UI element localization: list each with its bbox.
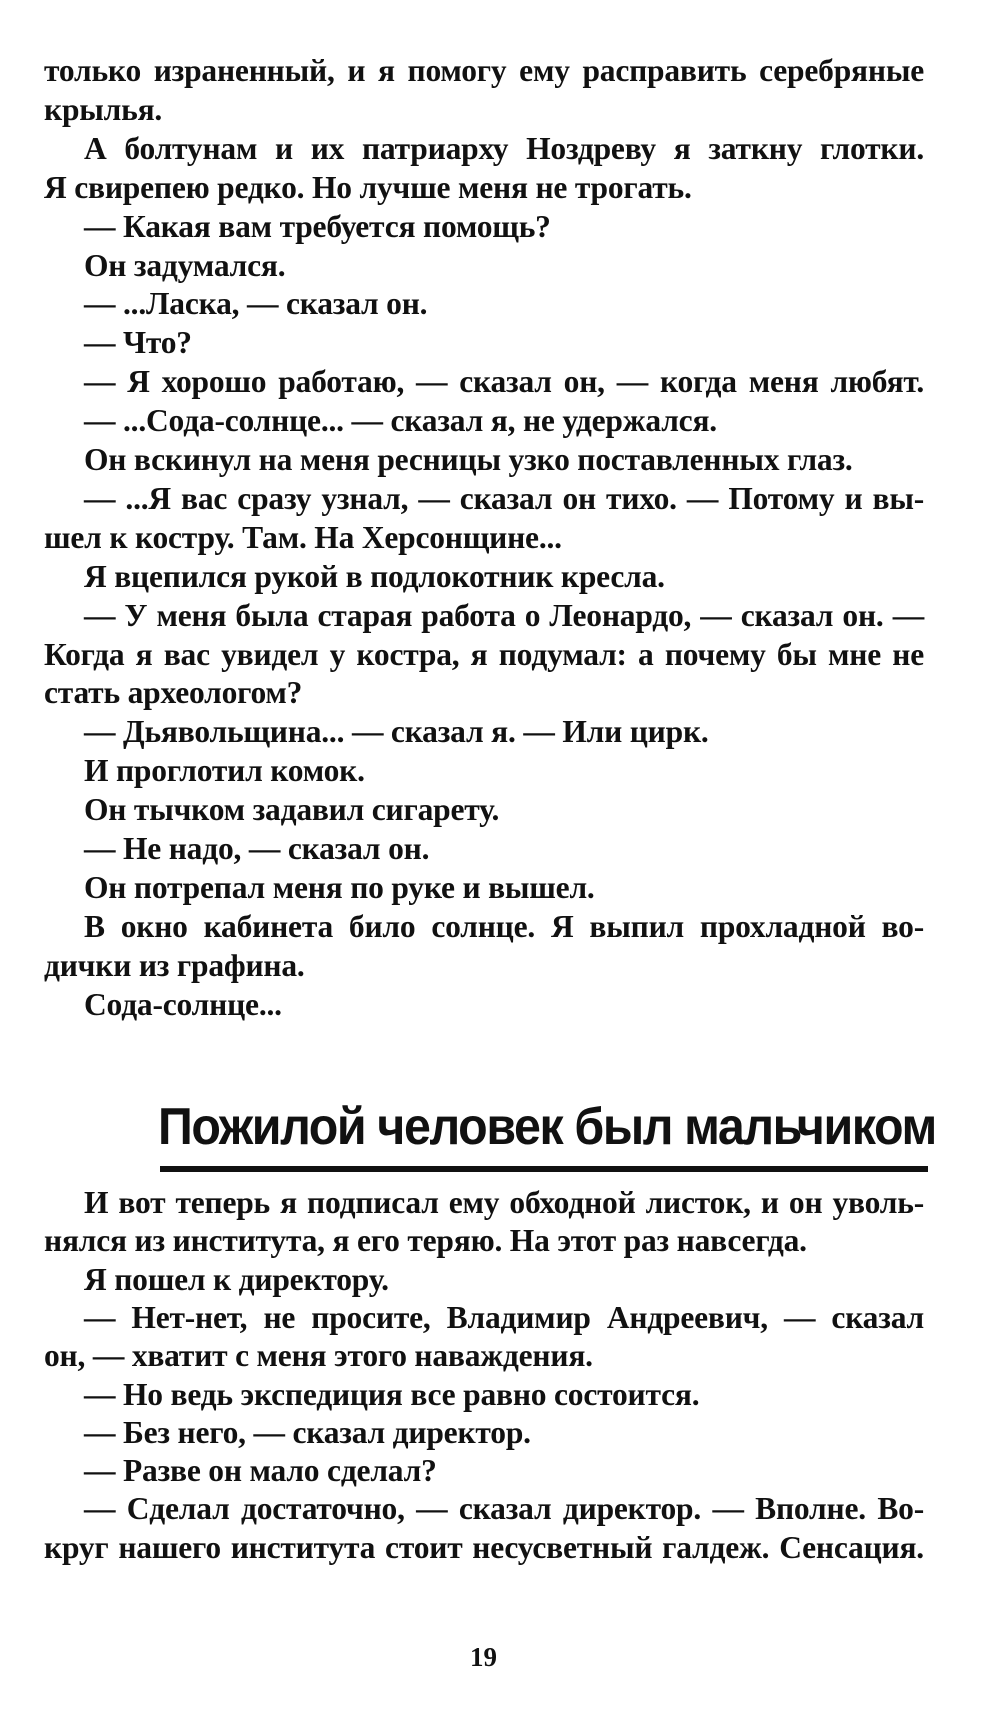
text-line: Я свирепею редко. Но лучше меня не трогать. bbox=[44, 169, 692, 205]
text-line: Он потрепал меня по руке и вышел. bbox=[84, 869, 595, 905]
text-line: В окно кабинета било солнце. Я выпил прохладной во- bbox=[84, 908, 924, 944]
text-line: Сода-солнце... bbox=[84, 986, 282, 1022]
text-line: Я вцепился рукой в подлокотник кресла. bbox=[84, 558, 665, 594]
text-line: Он вскинул на меня ресницы узко поставленных глаз. bbox=[84, 442, 853, 477]
text-line: — ...Я вас сразу узнал, — сказал он тихо. — Потому и вы- bbox=[84, 480, 924, 516]
text-line: — Сделал достаточно, — сказал директор. — Вполне. Во- bbox=[84, 1491, 924, 1527]
text-line: он, — хватит с меня этого наваждения. bbox=[44, 1338, 593, 1374]
text-line: шел к костру. Там. На Херсонщине... bbox=[44, 519, 562, 555]
text-line: — Не надо, — сказал он. bbox=[84, 831, 430, 866]
text-line: — Какая вам требуется помощь? bbox=[84, 208, 551, 244]
text-line: дички из графина. bbox=[44, 947, 305, 983]
chapter-heading bbox=[158, 1092, 936, 1172]
text-line: Он задумался. bbox=[84, 247, 286, 283]
text-line: — Дьявольщина... — сказал я. — Или цирк. bbox=[84, 714, 709, 750]
body-text-bottom bbox=[44, 1184, 924, 1614]
text-line: круг нашего института стоит несусветный галдеж. Сенсация. bbox=[44, 1529, 924, 1565]
text-line: — Что? bbox=[84, 325, 192, 361]
text-line: — Без него, — сказал директор. bbox=[84, 1414, 531, 1450]
text-line: Когда я вас увидел у костра, я подумал: а почему бы мне не bbox=[44, 636, 924, 672]
text-line: — Но ведь экспедиция все равно состоится. bbox=[84, 1376, 700, 1412]
text-line: А болтунам и их патриарху Ноздреву я заткну глотки. bbox=[84, 130, 924, 166]
text-line: Он тычком задавил сигарету. bbox=[84, 792, 500, 828]
text-line: — У меня была старая работа о Леонардо, — сказал он. — bbox=[84, 597, 924, 633]
text-line: стать археологом? bbox=[44, 675, 303, 711]
text-line: — Нет-нет, не просите, Владимир Андреевич, — сказал bbox=[84, 1299, 924, 1335]
text-line: крылья. bbox=[44, 91, 163, 127]
text-line: нялся из института, я его теряю. На этот раз навсегда. bbox=[44, 1223, 807, 1259]
text-line: И проглотил комок. bbox=[84, 753, 365, 789]
page-number: 19 bbox=[470, 1642, 497, 1672]
body-text-top bbox=[44, 52, 924, 1072]
text-line: — ...Ласка, — сказал он. bbox=[84, 286, 428, 322]
text-line: — Разве он мало сделал? bbox=[84, 1453, 437, 1489]
text-line: — Я хорошо работаю, — сказал он, — когда меня любят. bbox=[84, 364, 924, 400]
text-line: только израненный, и я помогу ему расправить серебряные bbox=[44, 53, 924, 88]
text-line: — ...Сода-солнце... — сказал я, не удержался. bbox=[84, 403, 717, 439]
chapter-title: Пожилой человек был мальчиком bbox=[158, 1098, 936, 1156]
text-line: И вот теперь я подписал ему обходной листок, и он уволь- bbox=[84, 1185, 924, 1220]
heading-underline bbox=[160, 1166, 928, 1172]
text-line: Я пошел к директору. bbox=[84, 1261, 389, 1297]
